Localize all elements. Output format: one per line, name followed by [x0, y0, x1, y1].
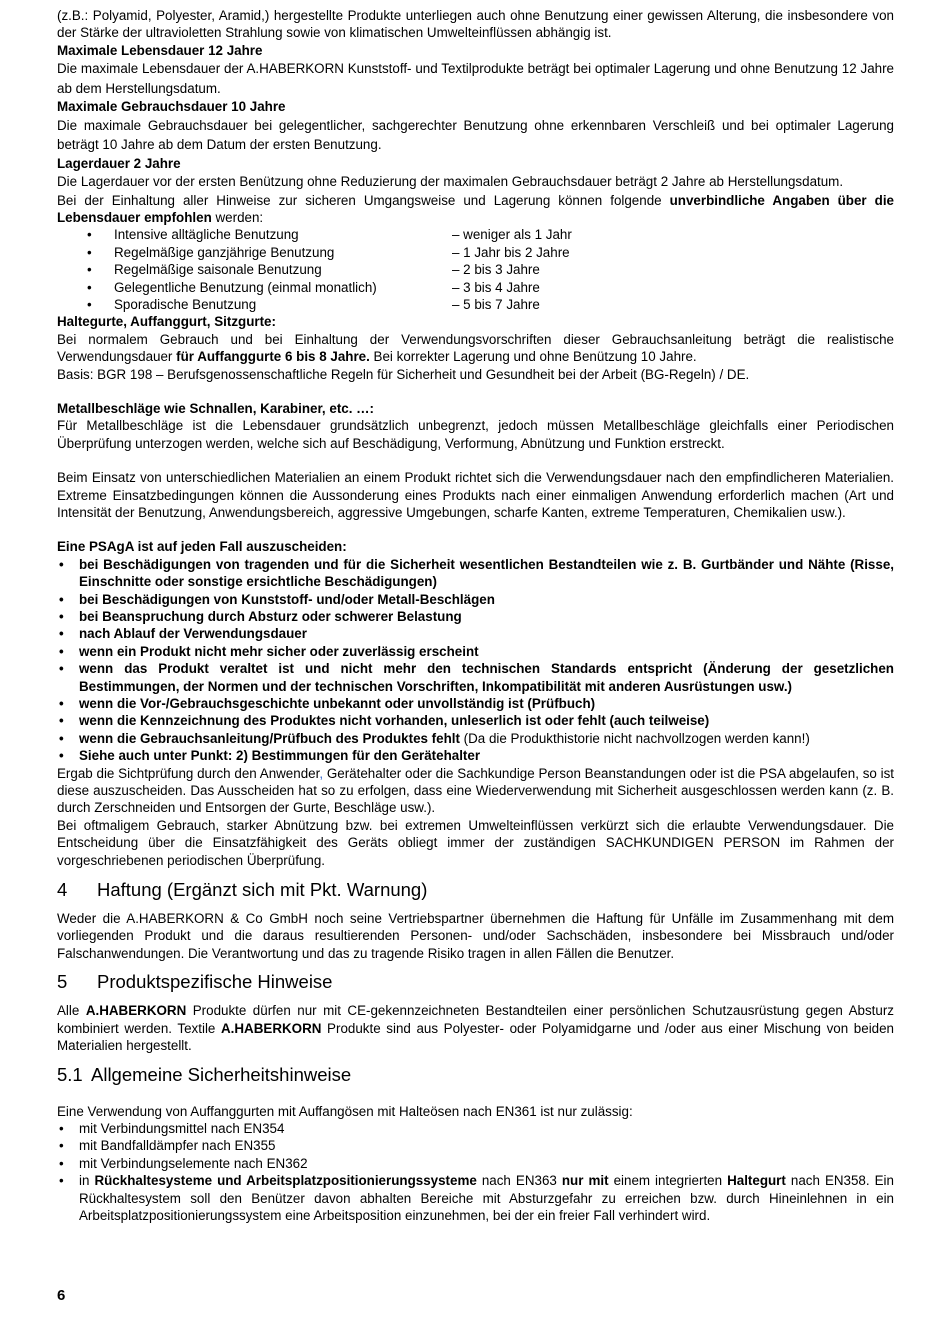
metal-paragraph: Für Metallbeschläge ist die Lebensdauer grundsätzlich unbegrenzt, jedoch müssen Metallbeschläge gleichfalls einer Periodischen Überprüfung unterzogen werden, welche sich auf Beschädigung, Verformung, Abnützung und Funktion erstreckt.: [57, 418, 894, 451]
section-5-1-heading: 5.1 Allgemeine Sicherheitshinweise: [57, 1063, 352, 1085]
intro-paragraph: (z.B.: Polyamid, Polyester, Aramid,) hergestellte Produkte unterliegen auch ohne Benutzung einer gewissen Alterung, die insbesondere von der Stärke der ultravioletten Strahlung sowie von klimatischen Umwelteinflüssen abhängig ist.: [57, 8, 894, 41]
page-number: 6: [57, 1287, 66, 1304]
result-paragraph: Ergab die Sichtprüfung durch den Anwender, Gerätehalter oder die Sachkundige Person Beanstandungen oder ist die PSA abgelaufen, so ist diese auszuscheiden. Das Ausscheiden hat so zu erfolgen, dass eine Wiederverwendung mit Sicherheit ausgeschlossen werden kann (z. B. durch Zerschneiden und Entsorgen der Gurte, Beschläge usw.).: [57, 765, 895, 816]
usage-duration-list: [57, 226, 894, 313]
storage-heading: Lagerdauer 2 Jahre: [57, 155, 181, 171]
list-item: • bei Beschädigungen von tragenden und für die Sicherheit wesentlichen Bestandteilen wie z. B. Gurtbänder und Nähte (Risse, Einschnitte oder sonstige ersichtliche Beschädigungen): [57, 556, 894, 591]
section-4-heading: 4 Haftung (Ergänzt sich mit Pkt. Warnung): [57, 879, 428, 901]
list-item: • Intensive alltägliche Benutzung – weniger als 1 Jahr: [57, 226, 894, 243]
max-use-heading: Maximale Gebrauchsdauer 10 Jahre: [57, 99, 286, 115]
document-page: [57, 7, 894, 1224]
list-item: • Sporadische Benutzung – 5 bis 7 Jahre: [57, 296, 894, 313]
list-item: • bei Beanspruchung durch Absturz oder schwerer Belastung: [57, 608, 894, 625]
list-item: • wenn die Kennzeichnung des Produktes nicht vorhanden, unleserlich ist oder fehlt (auch teilweise): [57, 712, 894, 729]
recommendation-paragraph: Bei der Einhaltung aller Hinweise zur sicheren Umgangsweise und Lagerung können folgende unverbindliche Angaben über die Lebensdauer empfohlen werden:: [57, 192, 894, 225]
harness-heading: Haltegurte, Auffanggurt, Sitzgurte:: [57, 314, 276, 330]
list-item: • Regelmäßige saisonale Benutzung – 2 bis 3 Jahre: [57, 261, 894, 278]
list-item: • Gelegentliche Benutzung (einmal monatlich) – 3 bis 4 Jahre: [57, 279, 894, 296]
list-item: • wenn die Vor-/Gebrauchsgeschichte unbekannt oder unvollständig ist (Prüfbuch): [57, 695, 894, 712]
discard-heading: Eine PSAgA ist auf jeden Fall auszuscheiden:: [57, 539, 347, 555]
usage-note-paragraph: Bei oftmaligem Gebrauch, starker Abnützung bzw. bei extremen Umwelteinflüssen verkürzt sich die erlaubte Verwendungsdauer. Die Entscheidung über die Einsatzfähigkeit des Geräts obliegt immer der zuständigen SACHKUNDIGEN PERSON im Rahmen der vorgeschriebenen periodischen Überprüfung.: [57, 817, 894, 868]
max-use-text: Die maximale Gebrauchsdauer bei gelegentlicher, sachgerechter Benutzung ohne erkennbaren Verschleiß und bei optimaler Lagerung beträgt 10 Jahre ab dem Datum der ersten Benutzung.: [57, 117, 894, 153]
safety-list: [57, 1120, 894, 1224]
section-5-heading: 5 Produktspezifische Hinweise: [57, 971, 333, 993]
max-life-text: Die maximale Lebensdauer der A.HABERKORN Kunststoff- und Textilprodukte beträgt bei optimaler Lagerung und ohne Benutzung 12 Jahre ab dem Herstellungsdatum.: [57, 61, 894, 96]
list-item: • wenn ein Produkt nicht mehr sicher oder zuverlässig erscheint: [57, 643, 894, 660]
materials-paragraph: Beim Einsatz von unterschiedlichen Materialien an einem Produkt richtet sich die Verwendungsdauer nach den empfindlicheren Materialien. Extreme Einsatzbedingungen können die Aussonderung eines Produkts nach einer einmaligen Anwendung erforderlich machen (Art und Intensität der Benutzung, Anwendungsbereich, aggressive Umgebungen, scharfe Kanten, extreme Temperaturen, Chemikalien usw.).: [57, 470, 894, 520]
section-4-paragraph: Weder die A.HABERKORN & Co GmbH noch seine Vertriebspartner übernehmen die Haftung für Unfälle im Zusammenhang mit dem vorliegenden Produkt und die daraus resultierenden Personen- und/oder Sachschäden, insbesondere bei Missbrauch und/oder Falschanwendungen. Die Verantwortung und das zu tragende Risiko tragen in allen Fällen die Benutzer.: [57, 911, 894, 961]
list-item: • in Rückhaltesysteme und Arbeitsplatzpositionierungssysteme nach EN363 nur mit einem integrierten Haltegurt nach EN358. Ein Rückhaltesystem soll den Benützer davon abhalten Bereiche mit Absturzgefahr zu erreichen bzw. durch Hineinlehnen in ein Arbeitsplatzpositionierungssystem eine Arbeitsposition einzunehmen, bei der ein freier Fall verhindert wird.: [57, 1172, 894, 1224]
metal-heading: Metallbeschläge wie Schnallen, Karabiner, etc. …:: [57, 400, 375, 416]
list-item: • wenn die Gebrauchsanleitung/Prüfbuch des Produktes fehlt (Da die Produkthistorie nicht nachvollzogen werden kann!): [57, 730, 894, 747]
list-item: • bei Beschädigungen von Kunststoff- und/oder Metall-Beschlägen: [57, 591, 894, 608]
section-5-1-intro: Eine Verwendung von Auffanggurten mit Auffangösen mit Halteösen nach EN361 ist nur zulässig:: [57, 1103, 633, 1119]
storage-text: Die Lagerdauer vor der ersten Benützung ohne Reduzierung der maximalen Gebrauchsdauer beträgt 2 Jahre ab Herstellungsdatum.: [57, 174, 844, 190]
section-5-paragraph: Alle A.HABERKORN Produkte dürfen nur mit CE-gekennzeichneten Bestandteilen einer persönlichen Schutzausrüstung gegen Absturz kombiniert werden. Textile A.HABERKORN Produkte sind aus Polyester- oder Polyamidgarne und /oder aus einer Mischung von beiden Materialien hergestellt.: [57, 1003, 895, 1054]
list-item: • Siehe auch unter Punkt: 2) Bestimmungen für den Gerätehalter: [57, 747, 894, 764]
harness-paragraph: Bei normalem Gebrauch und bei Einhaltung der Verwendungsvorschriften dieser Gebrauchsanleitung beträgt die realistische Verwendungsdauer für Auffanggurte 6 bis 8 Jahre. Bei korrekter Lagerung und ohne Benützung 10 Jahre.: [57, 331, 894, 365]
list-item: • mit Bandfalldämpfer nach EN355: [57, 1137, 894, 1154]
discard-list: [57, 556, 894, 765]
list-item: • Regelmäßige ganzjährige Benutzung – 1 Jahr bis 2 Jahre: [57, 244, 894, 261]
max-life-heading: Maximale Lebensdauer 12 Jahre: [57, 42, 263, 58]
list-item: • mit Verbindungselemente nach EN362: [57, 1155, 894, 1172]
basis-paragraph: Basis: BGR 198 – Berufsgenossenschaftliche Regeln für Sicherheit und Gesundheit bei der Arbeit (BG-Regeln) / DE.: [57, 366, 750, 382]
list-item: • wenn das Produkt veraltet ist und nicht mehr den technischen Standards entspricht (Änderung der gesetzlichen Bestimmungen, der Normen und der technischen Vorschriften, Inkompatibilität mit anderen Ausrüstungen usw.): [57, 660, 894, 695]
list-item: • mit Verbindungsmittel nach EN354: [57, 1120, 894, 1137]
list-item: • nach Ablauf der Verwendungsdauer: [57, 625, 894, 642]
